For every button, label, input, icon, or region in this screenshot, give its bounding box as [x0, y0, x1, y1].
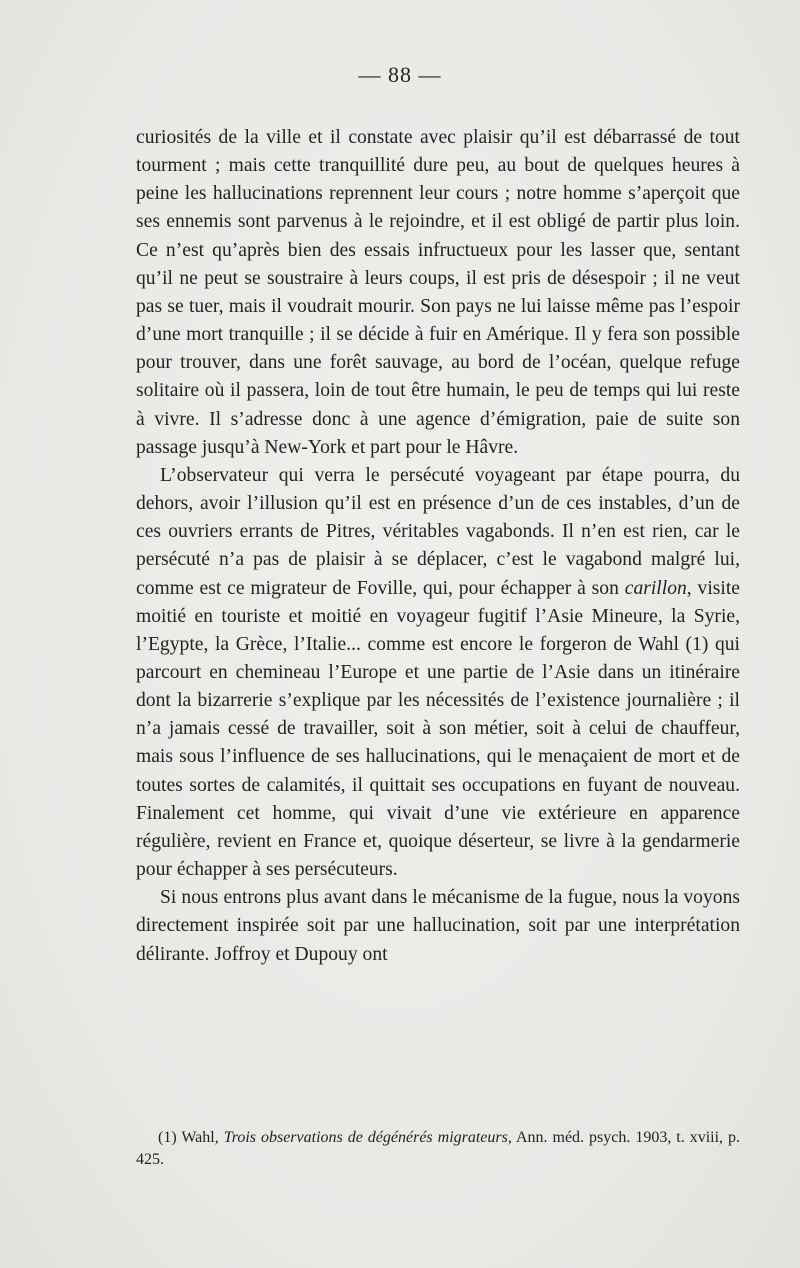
body-text: [136, 124, 740, 969]
text-segment: Si nous entrons plus avant dans le mécanisme de la fugue, nous la voyons directement inspirée soit par une hallucination, soit par une interprétation délirante. Joffroy et Dupouy ont: [136, 887, 740, 965]
text-segment: , visite moitié en touriste et moitié en voyageur fugitif l’Asie Mineure, la Syrie, l’Egypte, la Grèce, l’Italie... comme est encore le forgeron de Wahl (1) qui parcourt en chemineau l’Europe et une partie de l’Asie dans un itinéraire dont la bizarrerie s’explique par les nécessités de l’existence journalière ; il n’a jamais cessé de travailler, soit à son métier, soit à celui de chauffeur, mais sous l’influence de ses hallucinations, qui le menaçaient de mort et de toutes sortes de calamités, il quittait ses occupations en fuyant de nouveau. Finalement cet homme, qui vivait d’une vie extérieure en apparence régulière, revient en France et, quoique déserteur, se livre à la gendarmerie pour échapper à ses persécuteurs.: [136, 577, 740, 881]
page-number: — 88 —: [358, 62, 442, 87]
text-segment: L’observateur qui verra le persécuté voyageant par étape pourra, du dehors, avoir l’illusion qu’il est en présence d’un de ces instables, d’un de ces ouvriers errants de Pitres, véritables vagabonds. Il n’en est rien, car le persécuté n’a pas de plaisir à se déplacer, c’est le vagabond malgré lui, comme est ce migrateur de Foville, qui, pour échapper à son: [136, 464, 740, 599]
italic-text-segment: carillon: [624, 577, 687, 599]
text-segment: , Ann. méd. psych. 1903, t. xviii, p. 425.: [136, 1129, 741, 1168]
paragraph: [136, 124, 740, 462]
italic-text-segment: Trois observations de dégénérés migrateurs: [223, 1129, 508, 1146]
footnote-text: [136, 1127, 740, 1171]
text-segment: curiosités de la ville et il constate avec plaisir qu’il est débarrassé de tout tourment ; mais cette tranquillité dure peu, au bout de quelques heures à peine les hallucinations reprennent leur cours ; notre homme s’aperçoit que ses ennemis sont parvenus à le rejoindre, et il est obligé de partir plus loin. Ce n’est qu’après bien des essais infructueux pour les lasser que, sentant qu’il ne peut se soustraire à leurs coups, il est pris de désespoir ; il ne veut pas se tuer, mais il voudrait mourir. Son pays ne lui laisse même pas l’espoir d’une mort tranquille ; il se décide à fuir en Amérique. Il y fera son possible pour trouver, dans une forêt sauvage, au bord de l’océan, quelque refuge solitaire où il passera, loin de tout être humain, le peu de temps qui lui reste à vivre. Il s’adresse donc à une agence d’émigration, paie de suite son passage jusqu’à New-York et part pour le Hâvre.: [136, 127, 740, 458]
paragraph: [136, 884, 740, 968]
paragraph: [136, 462, 740, 884]
footnote: [136, 1127, 740, 1171]
text-segment: (1) Wahl,: [158, 1129, 224, 1146]
